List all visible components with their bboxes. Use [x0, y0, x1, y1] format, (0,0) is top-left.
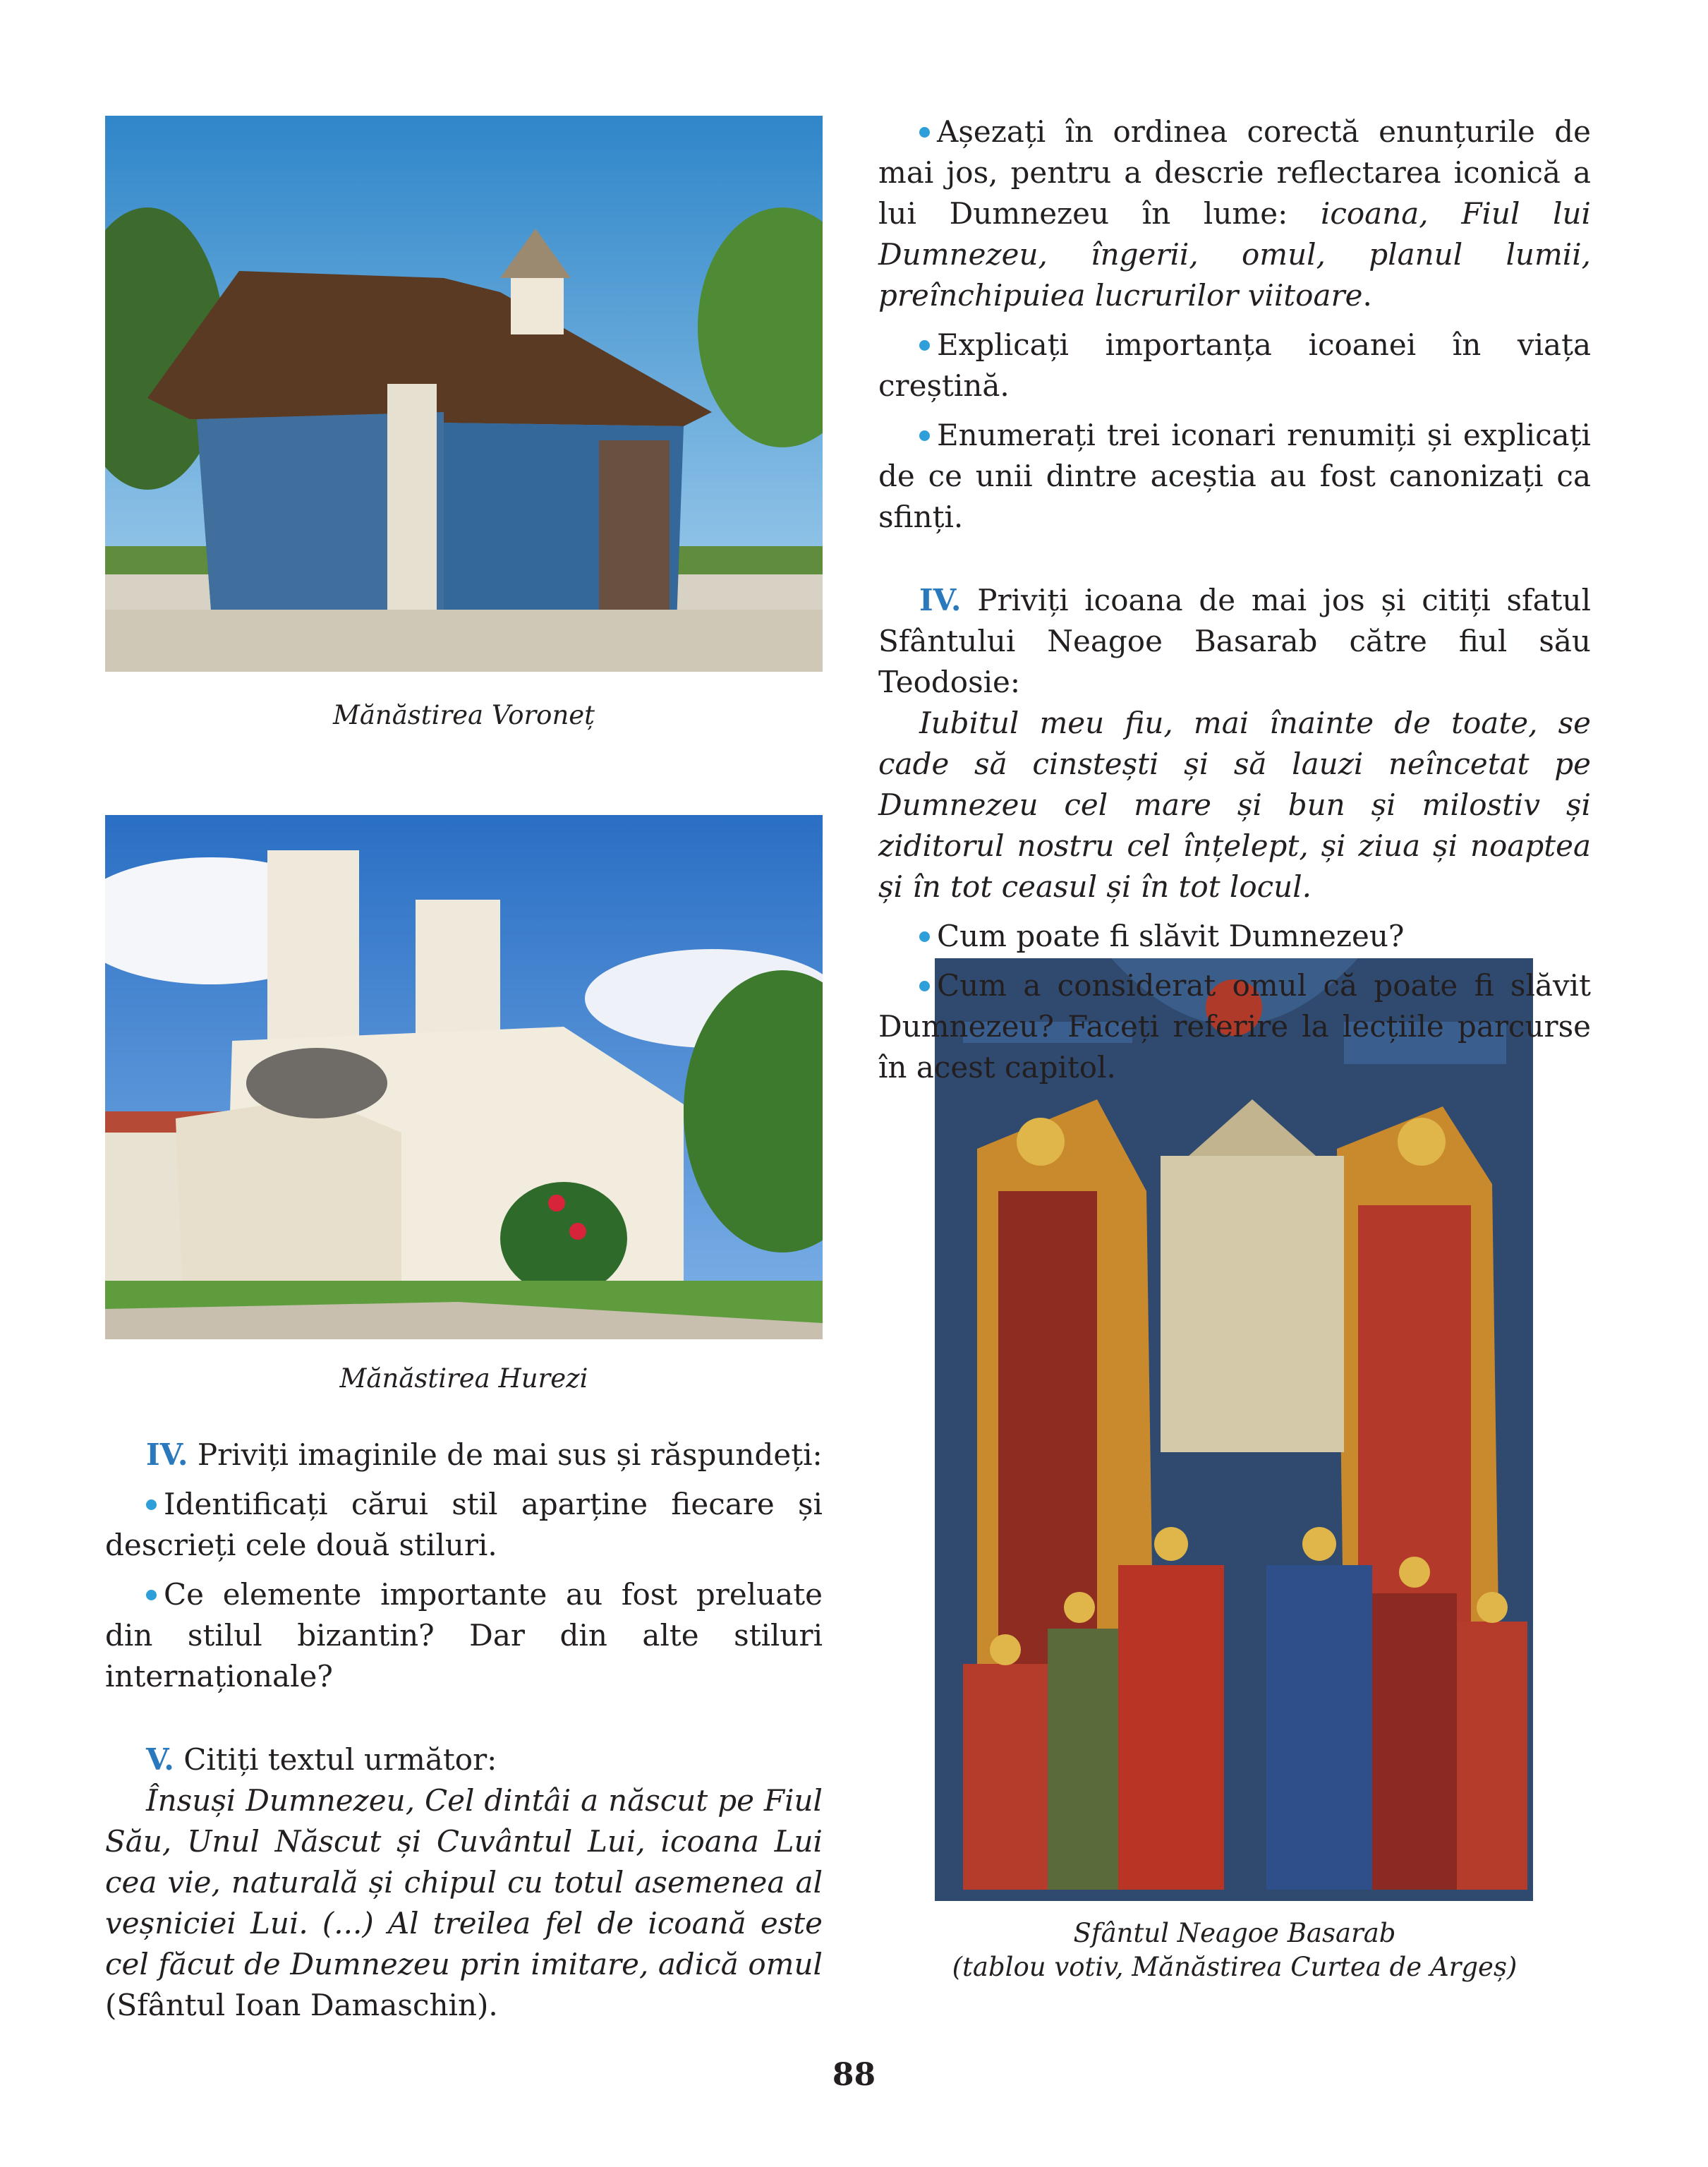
neagoe-caption-line2: (tablou votiv, Mănăstirea Curtea de Argeș) — [952, 1952, 1518, 1982]
right-bullet-5: Cum a considerat omul că poate fi slăvit Dumnezeu? Faceți referire la lecțiile parcurse în acest capitol. — [878, 968, 1591, 1085]
neagoe-caption-line1: Sfântul Neagoe Basarab — [1073, 1918, 1396, 1948]
section-number: IV. — [919, 583, 962, 617]
right-bullet-2: Explicați importanța icoanei în viața creștină. — [878, 327, 1591, 403]
left-section-5-heading: V. Citiți textul următor: — [146, 1742, 497, 1777]
right-bullet-4: Cum poate fi slăvit Dumnezeu? — [878, 916, 1591, 957]
bullet-icon — [919, 127, 930, 138]
voronet-caption: Mănăstirea Voroneț — [332, 700, 595, 730]
neagoe-caption — [917, 1917, 1552, 1984]
section-number: IV. — [146, 1437, 188, 1472]
bullet-icon — [919, 981, 930, 991]
right-section-heading: IV. Priviți icoana de mai jos și citiți sfatul Sfântului Neagoe Basarab către fiul său Teodosie: — [878, 583, 1592, 699]
right-bullet-1: Așezați în ordinea corectă enunțurile de mai jos, pentru a descrie reflectarea iconică a lui Dumnezeu în lume: icoana, Fiul lui Dumnezeu, îngerii, omul, planul lumii, preînchipuiea lucrurilor viitoare. — [878, 114, 1591, 313]
hurezi-monastery-photo — [105, 815, 823, 1339]
hurezi-caption: Mănăstirea Hurezi — [339, 1363, 588, 1394]
neagoe-quote: Iubitul meu fiu, mai înainte de toate, se cade să cinstești și să lauzi neîncetat pe Dumnezeu cel mare și bun și milostiv și ziditorul nostru cel înțelept, și ziua și noaptea și în tot ceasul și în tot locul. — [878, 706, 1591, 904]
right-column — [878, 111, 1591, 1088]
left-bullet-1: Identificați cărui stil aparține fiecare și descrieți cele două stiluri. — [105, 1487, 823, 1562]
damaschin-quote: Însuși Dumnezeu, Cel dintâi a născut pe Fiul Său, Unul Născut și Cuvântul Lui, icoana Lui cea vie, naturală și chipul cu totul asemenea al veșniciei Lui. (...) Al treilea fel de icoană este cel făcut de Dumnezeu prin imitare, adică omul (Sfântul Ioan Damaschin). — [105, 1783, 823, 2022]
left-bullet-2: Ce elemente importante au fost preluate din stilul bizantin? Dar din alte stiluri internaționale? — [105, 1577, 823, 1694]
bullet-icon — [146, 1499, 157, 1510]
neagoe-basarab-votive-painting — [935, 958, 1533, 1901]
section-number: V. — [146, 1742, 174, 1777]
left-section-4-heading: IV. Priviți imaginile de mai sus și răspundeți: — [146, 1437, 823, 1472]
bullet-icon — [919, 931, 930, 942]
left-column — [105, 1435, 823, 2026]
bullet-icon — [919, 340, 930, 351]
page-number: 88 — [832, 2057, 876, 2093]
bullet-icon — [146, 1590, 157, 1600]
bullet-icon — [919, 430, 930, 441]
right-bullet-3: Enumerați trei iconari renumiți și explicați de ce unii dintre aceștia au fost canonizați ca sfinți. — [878, 418, 1591, 534]
voronet-monastery-photo — [105, 116, 823, 672]
